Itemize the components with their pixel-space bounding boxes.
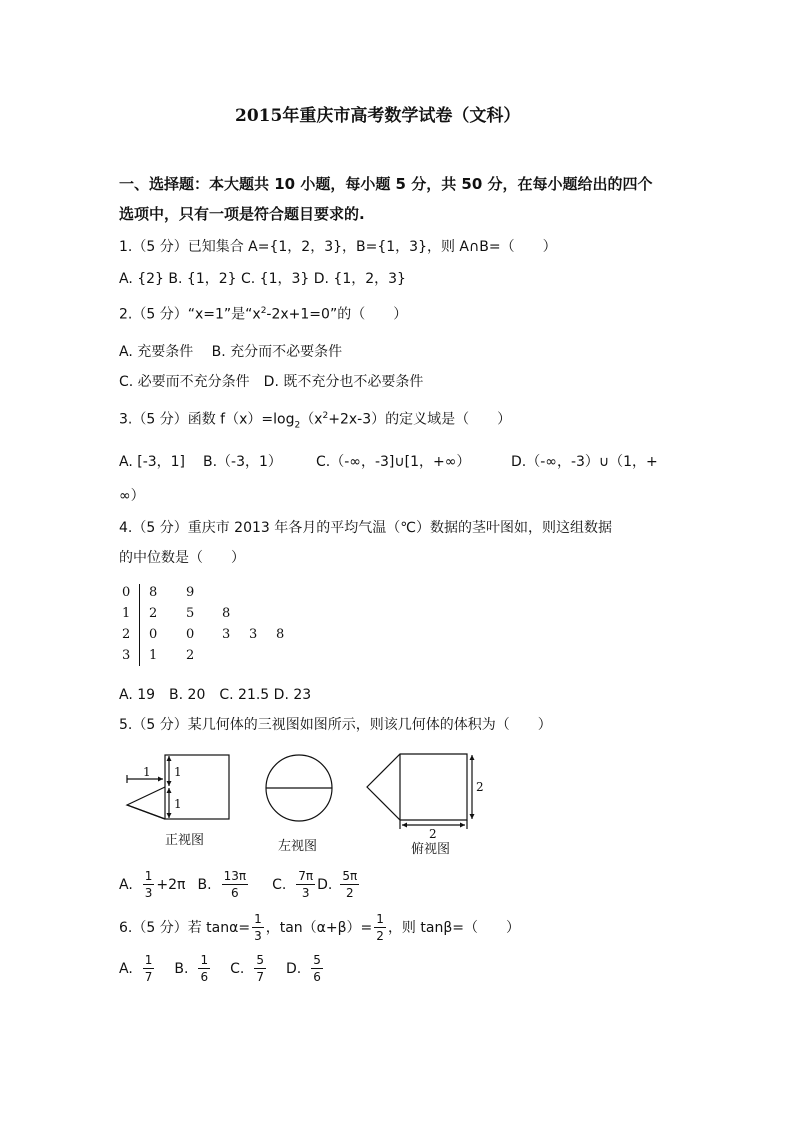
- arrow-front-v-up: [167, 756, 172, 761]
- q6-stem-c: ，则 tanβ=（ ）: [387, 919, 520, 936]
- question-1-options: A. {2} B. {1，2} C. {1，3} D. {1，2，3}: [119, 271, 406, 287]
- section-heading-line1: 一、选择题：本大题共 10 小题，每小题 5 分，共 50 分，在每小题给出的四个: [119, 175, 653, 193]
- q6-opt-d-num: 5: [313, 953, 321, 967]
- section-heading-line2: 选项中，只有一项是符合题目要求的.: [119, 205, 365, 223]
- q6-frac2: [374, 913, 386, 942]
- q5-opt-c-den: 3: [301, 886, 310, 900]
- top-view-shape: [367, 754, 467, 820]
- q6-frac1-num: 1: [254, 912, 262, 926]
- q6-opt-a-label: A.: [119, 960, 133, 977]
- q6-opt-d-den: 6: [313, 970, 321, 984]
- question-4-stem-line2: 的中位数是（ ）: [119, 550, 245, 566]
- dim-label-2-horizontal: 2: [429, 827, 437, 841]
- q5-opt-b-frac: [222, 870, 249, 899]
- q5-opt-c-label: C.: [272, 876, 287, 893]
- q5-opt-c-frac: [296, 870, 315, 899]
- q6-opt-d-frac: [311, 954, 323, 983]
- stem-leaf-plot: [115, 582, 315, 668]
- side-view-label: 左视图: [278, 839, 318, 854]
- question-3-option-c: C.（-∞，-3]∪[1，+∞）: [316, 454, 471, 470]
- front-view-label: 正视图: [165, 833, 205, 848]
- question-4-options: A. 19 B. 20 C. 21.5 D. 23: [119, 687, 312, 703]
- leaf-2-4: 8: [276, 627, 285, 642]
- arrow-front-v-mid2: [167, 788, 172, 793]
- q6-opt-a-num: 1: [144, 953, 153, 967]
- page-title: 2015年重庆市高考数学试卷（文科）: [235, 106, 521, 126]
- question-6-stem: [119, 913, 520, 942]
- stem-leaf-divider: [139, 584, 140, 666]
- leaf-1-2: 8: [222, 606, 231, 621]
- q5-opt-b-den: 6: [230, 886, 239, 900]
- q2-stem-sup: 2: [260, 306, 267, 316]
- q6-frac2-den: 2: [376, 929, 384, 943]
- question-3-stem: [119, 412, 511, 430]
- front-view-left-edge: [127, 805, 165, 819]
- q6-opt-d-label: D.: [286, 960, 302, 977]
- q6-opt-c-den: 7: [256, 970, 264, 984]
- top-view-label: 俯视图: [411, 842, 451, 857]
- q5-opt-d-frac: [340, 870, 359, 899]
- front-view-triangle: [127, 787, 165, 819]
- q5-opt-a-frac: [143, 870, 155, 899]
- q5-opt-c-num: 7π: [298, 869, 314, 883]
- q6-frac2-num: 1: [376, 912, 384, 926]
- stem-2: 2: [122, 627, 131, 642]
- q6-opt-b-num: 1: [200, 953, 209, 967]
- q6-opt-a-den: 7: [144, 970, 153, 984]
- stem-0: 0: [122, 585, 131, 600]
- question-6-options: [119, 954, 325, 983]
- leaf-0-0: 8: [149, 585, 158, 600]
- leaf-2-2: 3: [222, 627, 231, 642]
- question-3-option-b: B.（-3，1）: [203, 454, 282, 470]
- arrow-front-v-mid1: [167, 781, 172, 786]
- q5-opt-a-tail: +2π: [156, 876, 186, 893]
- q5-opt-a-num: 1: [144, 869, 153, 883]
- q3-stem-c: +2x-3）的定义域是（ ）: [328, 411, 512, 428]
- arrow-top-h-left: [402, 823, 407, 828]
- arrow-top-v-down: [470, 814, 475, 819]
- dim-label-1b: 1: [174, 765, 182, 779]
- q2-stem-b: -2x+1=0”的（ ）: [266, 306, 408, 323]
- q5-opt-a-den: 3: [144, 886, 153, 900]
- q5-opt-b-num: 13π: [223, 869, 247, 883]
- q6-opt-c-label: C.: [230, 960, 245, 977]
- q3-stem-sub: 2: [294, 420, 301, 431]
- q3-stem-sup: 2: [322, 411, 329, 421]
- leaf-3-0: 1: [149, 648, 158, 663]
- q6-opt-b-den: 6: [200, 970, 209, 984]
- q6-opt-a-frac: [143, 954, 155, 983]
- q6-frac1: [252, 913, 264, 942]
- question-2-options-line2: C. 必要而不充分条件 D. 既不充分也不必要条件: [119, 374, 424, 390]
- leaf-0-1: 9: [186, 585, 195, 600]
- question-5-options: [119, 870, 361, 899]
- leaf-2-3: 3: [249, 627, 258, 642]
- q6-stem-a: 6.（5 分）若 tanα=: [119, 919, 251, 936]
- q6-frac1-den: 3: [254, 929, 262, 943]
- q3-stem-a: 3.（5 分）函数 f（x）=log: [119, 411, 295, 428]
- q5-opt-b-label: B.: [197, 876, 212, 893]
- q6-opt-b-label: B.: [174, 960, 189, 977]
- question-2-stem: [119, 307, 407, 322]
- question-3-option-d-cont: ∞）: [119, 488, 145, 504]
- dim-label-2-vertical: 2: [476, 780, 484, 794]
- leaf-1-0: 2: [149, 606, 158, 621]
- q5-opt-d-num: 5π: [342, 869, 358, 883]
- question-3-option-d: D.（-∞，-3）∪（1，+: [511, 454, 658, 470]
- question-5-stem: 5.（5 分）某几何体的三视图如图所示，则该几何体的体积为（ ）: [119, 717, 552, 733]
- leaf-2-0: 0: [149, 627, 158, 642]
- arrow-front-h-right: [158, 777, 163, 782]
- q6-opt-b-frac: [198, 954, 210, 983]
- leaf-2-1: 0: [186, 627, 195, 642]
- stem-3: 3: [122, 648, 131, 663]
- q5-opt-d-den: 2: [346, 886, 354, 900]
- leaf-3-1: 2: [186, 648, 195, 663]
- question-3-option-a: A. [-3，1]: [119, 454, 186, 470]
- arrow-top-h-right: [460, 823, 465, 828]
- q3-stem-b: （x: [300, 411, 323, 428]
- q6-opt-c-frac: [254, 954, 266, 983]
- question-2-options-line1: A. 充要条件 B. 充分而不必要条件: [119, 344, 343, 360]
- question-4-stem-line1: 4.（5 分）重庆市 2013 年各月的平均气温（℃）数据的茎叶图如，则这组数据: [119, 520, 612, 536]
- arrow-front-v-down: [167, 813, 172, 818]
- q5-opt-d-label: D.: [317, 876, 333, 893]
- q6-stem-b: ，tan（α+β）=: [265, 919, 373, 936]
- dim-label-1a: 1: [143, 765, 151, 779]
- q6-opt-c-num: 5: [256, 953, 264, 967]
- question-1-stem: 1.（5 分）已知集合 A={1，2，3}，B={1，3}，则 A∩B=（ ）: [119, 239, 557, 255]
- arrow-top-v-up: [470, 755, 475, 760]
- stem-1: 1: [122, 606, 131, 621]
- q2-stem-a: 2.（5 分）“x=1”是“x: [119, 306, 261, 323]
- q5-opt-a-label: A.: [119, 876, 133, 893]
- dim-label-1c: 1: [174, 797, 182, 811]
- leaf-1-1: 5: [186, 606, 195, 621]
